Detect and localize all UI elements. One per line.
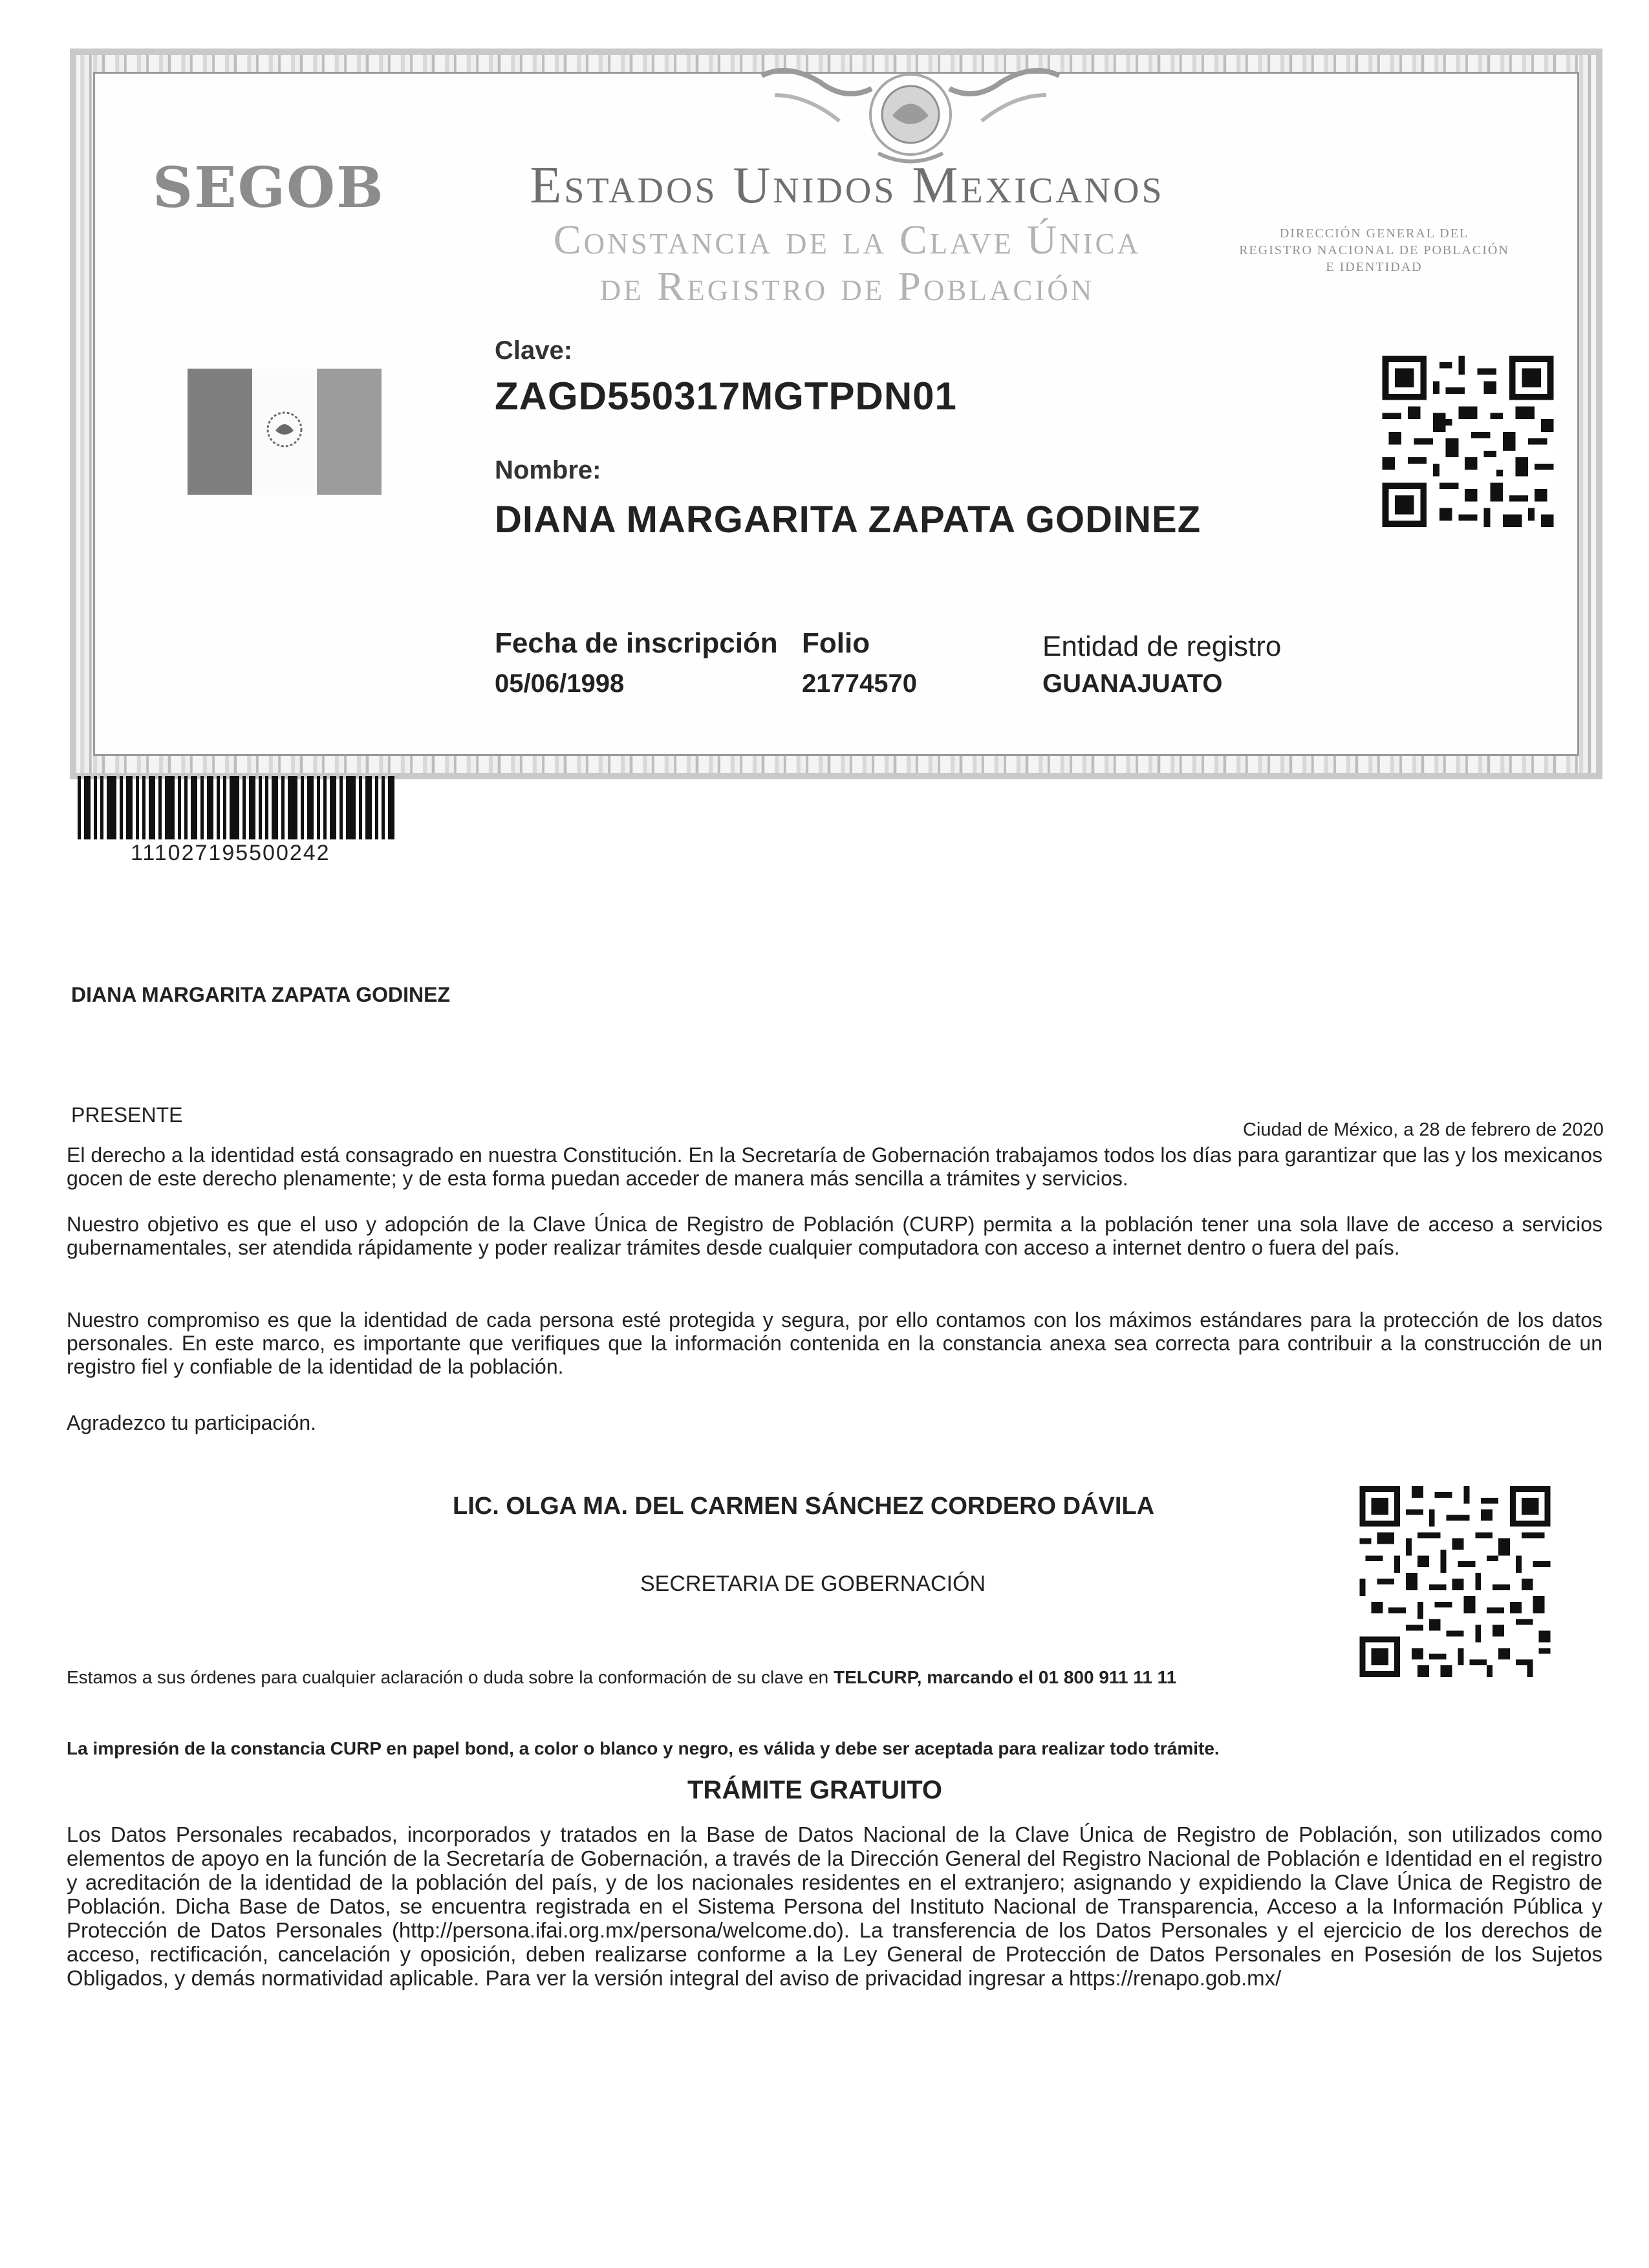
signer-title: SECRETARIA DE GOBERNACIÓN [640, 1571, 986, 1596]
document-title-line-1: Constancia de la Clave Única [553, 217, 1141, 263]
letter-paragraph-1: El derecho a la identidad está consagrado en nuestra Constitución. En la Secretaría de Gobernación trabajamos todos los días para garantizar que las y los mexicanos gocen de este derecho plenamente; y de esta forma puedan acceder de manera más sencilla a trámites y servicios. [67, 1143, 1602, 1190]
telcurp-phone: TELCURP, marcando el 01 800 911 11 11 [834, 1667, 1177, 1687]
clave-label: Clave: [495, 336, 573, 365]
document-title-line-2: de Registro de Población [599, 263, 1095, 309]
letter-paragraph-3: Nuestro compromiso es que la identidad de cada persona esté protegida y segura, por ello contamos con los máximos estándares para la protección de los datos personales. En este marco, es importante que verifiques que la información contenida en la constancia anexa sea correcta para contribuir a la construcción de un registro fiel y confiable de la identidad de la población. [67, 1308, 1602, 1378]
free-procedure-label: TRÁMITE GRATUITO [687, 1776, 943, 1804]
segob-logo: SEGOB [153, 155, 385, 221]
issuer-line-3: E IDENTIDAD [1326, 260, 1423, 274]
nombre-label: Nombre: [495, 456, 601, 484]
full-name-value: DIANA MARGARITA ZAPATA GODINEZ [495, 499, 1202, 541]
privacy-notice: Los Datos Personales recabados, incorporados y tratados en la Base de Datos Nacional de la Clave Única de Registro de Población, son utilizados como elementos de apoyo en la función de la Secretaría de Gobernación, a través de la Dirección General del Registro Nacional de Población e Identidad en el registro y acreditación de la identidad de la población del país, y de los nacionales residentes en el extranjero; asignando y expidiendo la Clave Única de Registro de Población. Dicha Base de Datos, se encuentra registrada en el Sistema Persona del Instituto Nacional de Transparencia, Acceso a la Información Pública y Protección de Datos Personales (http://persona.ifai.org.mx/persona/welcome.do). La transferencia de los Datos Personales y el ejercicio de los derechos de acceso, rectificación, cancelación y oposición, deben realizarse conforme a la Ley General de Protección de Datos Personales en Posesión de los Sujetos Obligados, y demás normatividad aplicable. Para ver la versión integral del aviso de privacidad ingresar a https://renapo.gob.mx/ [67, 1822, 1602, 1990]
print-validity-notice: La impresión de la constancia CURP en papel bond, a color o blanco y negro, es válida y debe ser aceptada para realizar todo trámite. [67, 1738, 1220, 1758]
contact-text: Estamos a sus órdenes para cualquier aclaración o duda sobre la conformación de su clave en [67, 1667, 834, 1687]
flag-seal-icon [264, 409, 305, 450]
issuer-block [1203, 225, 1546, 275]
curp-qr-code [1381, 356, 1555, 527]
folio-value: 21774570 [802, 669, 917, 698]
contact-line [67, 1667, 1176, 1688]
barcode-number: 111027195500242 [131, 841, 330, 865]
curp-value: ZAGD550317MGTPDN01 [495, 374, 957, 418]
barcode [78, 776, 398, 839]
entidad-registro-label: Entidad de registro [1042, 631, 1282, 662]
folio-label: Folio [802, 627, 870, 659]
place-date: Ciudad de México, a 28 de febrero de 2020 [1243, 1119, 1604, 1140]
issuer-line-1: DIRECCIÓN GENERAL DEL [1279, 226, 1469, 241]
country-title: Estados Unidos Mexicanos [530, 157, 1165, 214]
fecha-inscripcion-value: 05/06/1998 [495, 669, 625, 698]
thanks-line: Agradezco tu participación. [67, 1411, 316, 1434]
entidad-registro-value: GUANAJUATO [1042, 669, 1223, 698]
verification-qr-code [1358, 1486, 1552, 1677]
addressee-name: DIANA MARGARITA ZAPATA GODINEZ [71, 983, 451, 1006]
mexican-flag-icon [188, 369, 382, 495]
letter-paragraph-2: Nuestro objetivo es que el uso y adopción de la Clave Única de Registro de Población (CURP) permita a la población tener una sola llave de acceso a servicios gubernamentales, ser atendida rápidamente y poder realizar trámites desde cualquier computadora con acceso a internet dentro o fuera del país. [67, 1213, 1602, 1259]
document-title-block [388, 155, 1306, 310]
presente-label: PRESENTE [71, 1103, 183, 1127]
signer-name: LIC. OLGA MA. DEL CARMEN SÁNCHEZ CORDERO DÁVILA [453, 1493, 1155, 1520]
fecha-inscripcion-label: Fecha de inscripción [495, 627, 778, 659]
issuer-line-2: REGISTRO NACIONAL DE POBLACIÓN [1239, 243, 1509, 257]
